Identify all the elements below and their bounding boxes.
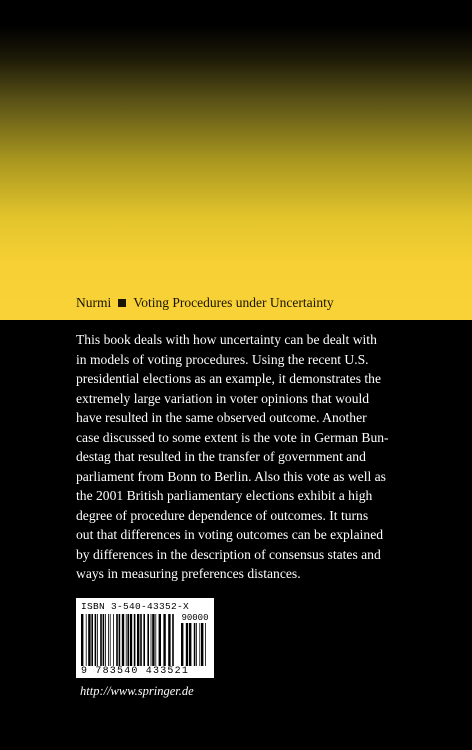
barcode-bar bbox=[140, 614, 142, 666]
description-line: by differences in the description of consensus states and bbox=[76, 546, 381, 562]
barcode-bar bbox=[113, 614, 114, 666]
isbn-label: ISBN 3-540-43352-X bbox=[81, 601, 190, 612]
barcode-bar bbox=[126, 614, 127, 666]
barcode-bar bbox=[119, 614, 121, 666]
barcode-bar bbox=[97, 614, 98, 666]
barcode-bar bbox=[151, 614, 152, 666]
barcode-bar bbox=[88, 614, 90, 666]
barcode-bar bbox=[95, 614, 97, 666]
description-line: degree of procedure dependence of outcomes. It turns bbox=[76, 507, 369, 523]
black-square-icon bbox=[118, 299, 126, 307]
description-line: extremely large variation in voter opinions that would bbox=[76, 390, 370, 406]
description-line: parliament from Bonn to Berlin. Also this vote as well as bbox=[76, 468, 386, 484]
author-name: Nurmi bbox=[76, 295, 112, 310]
barcode-bar bbox=[137, 614, 139, 666]
barcode-ean-digits: 9 783540 433521 bbox=[81, 666, 190, 677]
barcode-bar bbox=[143, 614, 145, 666]
description-line: destag that resulted in the transfer of government and bbox=[76, 449, 366, 464]
barcode-bar bbox=[155, 614, 156, 666]
description-line: the 2001 British parliamentary elections exhibit a high bbox=[76, 488, 373, 503]
description-line: case discussed to some extent is the vote in German Bun- bbox=[76, 429, 389, 445]
barcode-bar bbox=[81, 614, 83, 666]
barcode-bar bbox=[105, 614, 106, 666]
barcode-bar bbox=[147, 614, 149, 666]
book-title: Voting Procedures under Uncertainty bbox=[133, 295, 334, 310]
barcode-bars bbox=[81, 614, 177, 666]
barcode-bar bbox=[108, 614, 109, 666]
description-line: ways in measuring preferences distances. bbox=[76, 566, 301, 581]
barcode-bar bbox=[100, 614, 102, 666]
barcode-bar bbox=[122, 614, 124, 666]
description-line: out that differences in voting outcomes can be explained bbox=[76, 527, 384, 542]
description-line: presidential elections as an example, it demonstrates the bbox=[76, 371, 382, 386]
barcode-bar bbox=[130, 614, 132, 666]
barcode-bar bbox=[127, 614, 129, 666]
barcode-bar bbox=[103, 614, 105, 666]
barcode-bar bbox=[86, 614, 87, 666]
description-line: have resulted in the same observed outcome. Another bbox=[76, 410, 367, 425]
barcode-bar bbox=[172, 614, 174, 666]
barcode-bar bbox=[116, 614, 118, 666]
publisher-url: http://www.springer.de bbox=[80, 684, 194, 698]
barcode-bar bbox=[134, 614, 136, 666]
book-description bbox=[76, 330, 448, 584]
barcode-bar bbox=[152, 614, 154, 666]
barcode-bar bbox=[91, 614, 93, 666]
description-line: This book deals with how uncertainty can be dealt with bbox=[76, 332, 377, 347]
description-line: in models of voting procedures. Using the recent U.S. bbox=[76, 351, 369, 367]
barcode-addon-digits: 90000 bbox=[181, 613, 209, 623]
barcode-bar bbox=[159, 614, 161, 666]
barcode-bar bbox=[168, 614, 170, 666]
barcode-bar bbox=[110, 614, 111, 666]
barcode-bar bbox=[163, 614, 165, 666]
author-title-line bbox=[76, 294, 334, 312]
isbn-barcode bbox=[76, 598, 214, 678]
yellow-gradient-band bbox=[0, 0, 472, 320]
barcode-bars-row bbox=[81, 614, 209, 666]
